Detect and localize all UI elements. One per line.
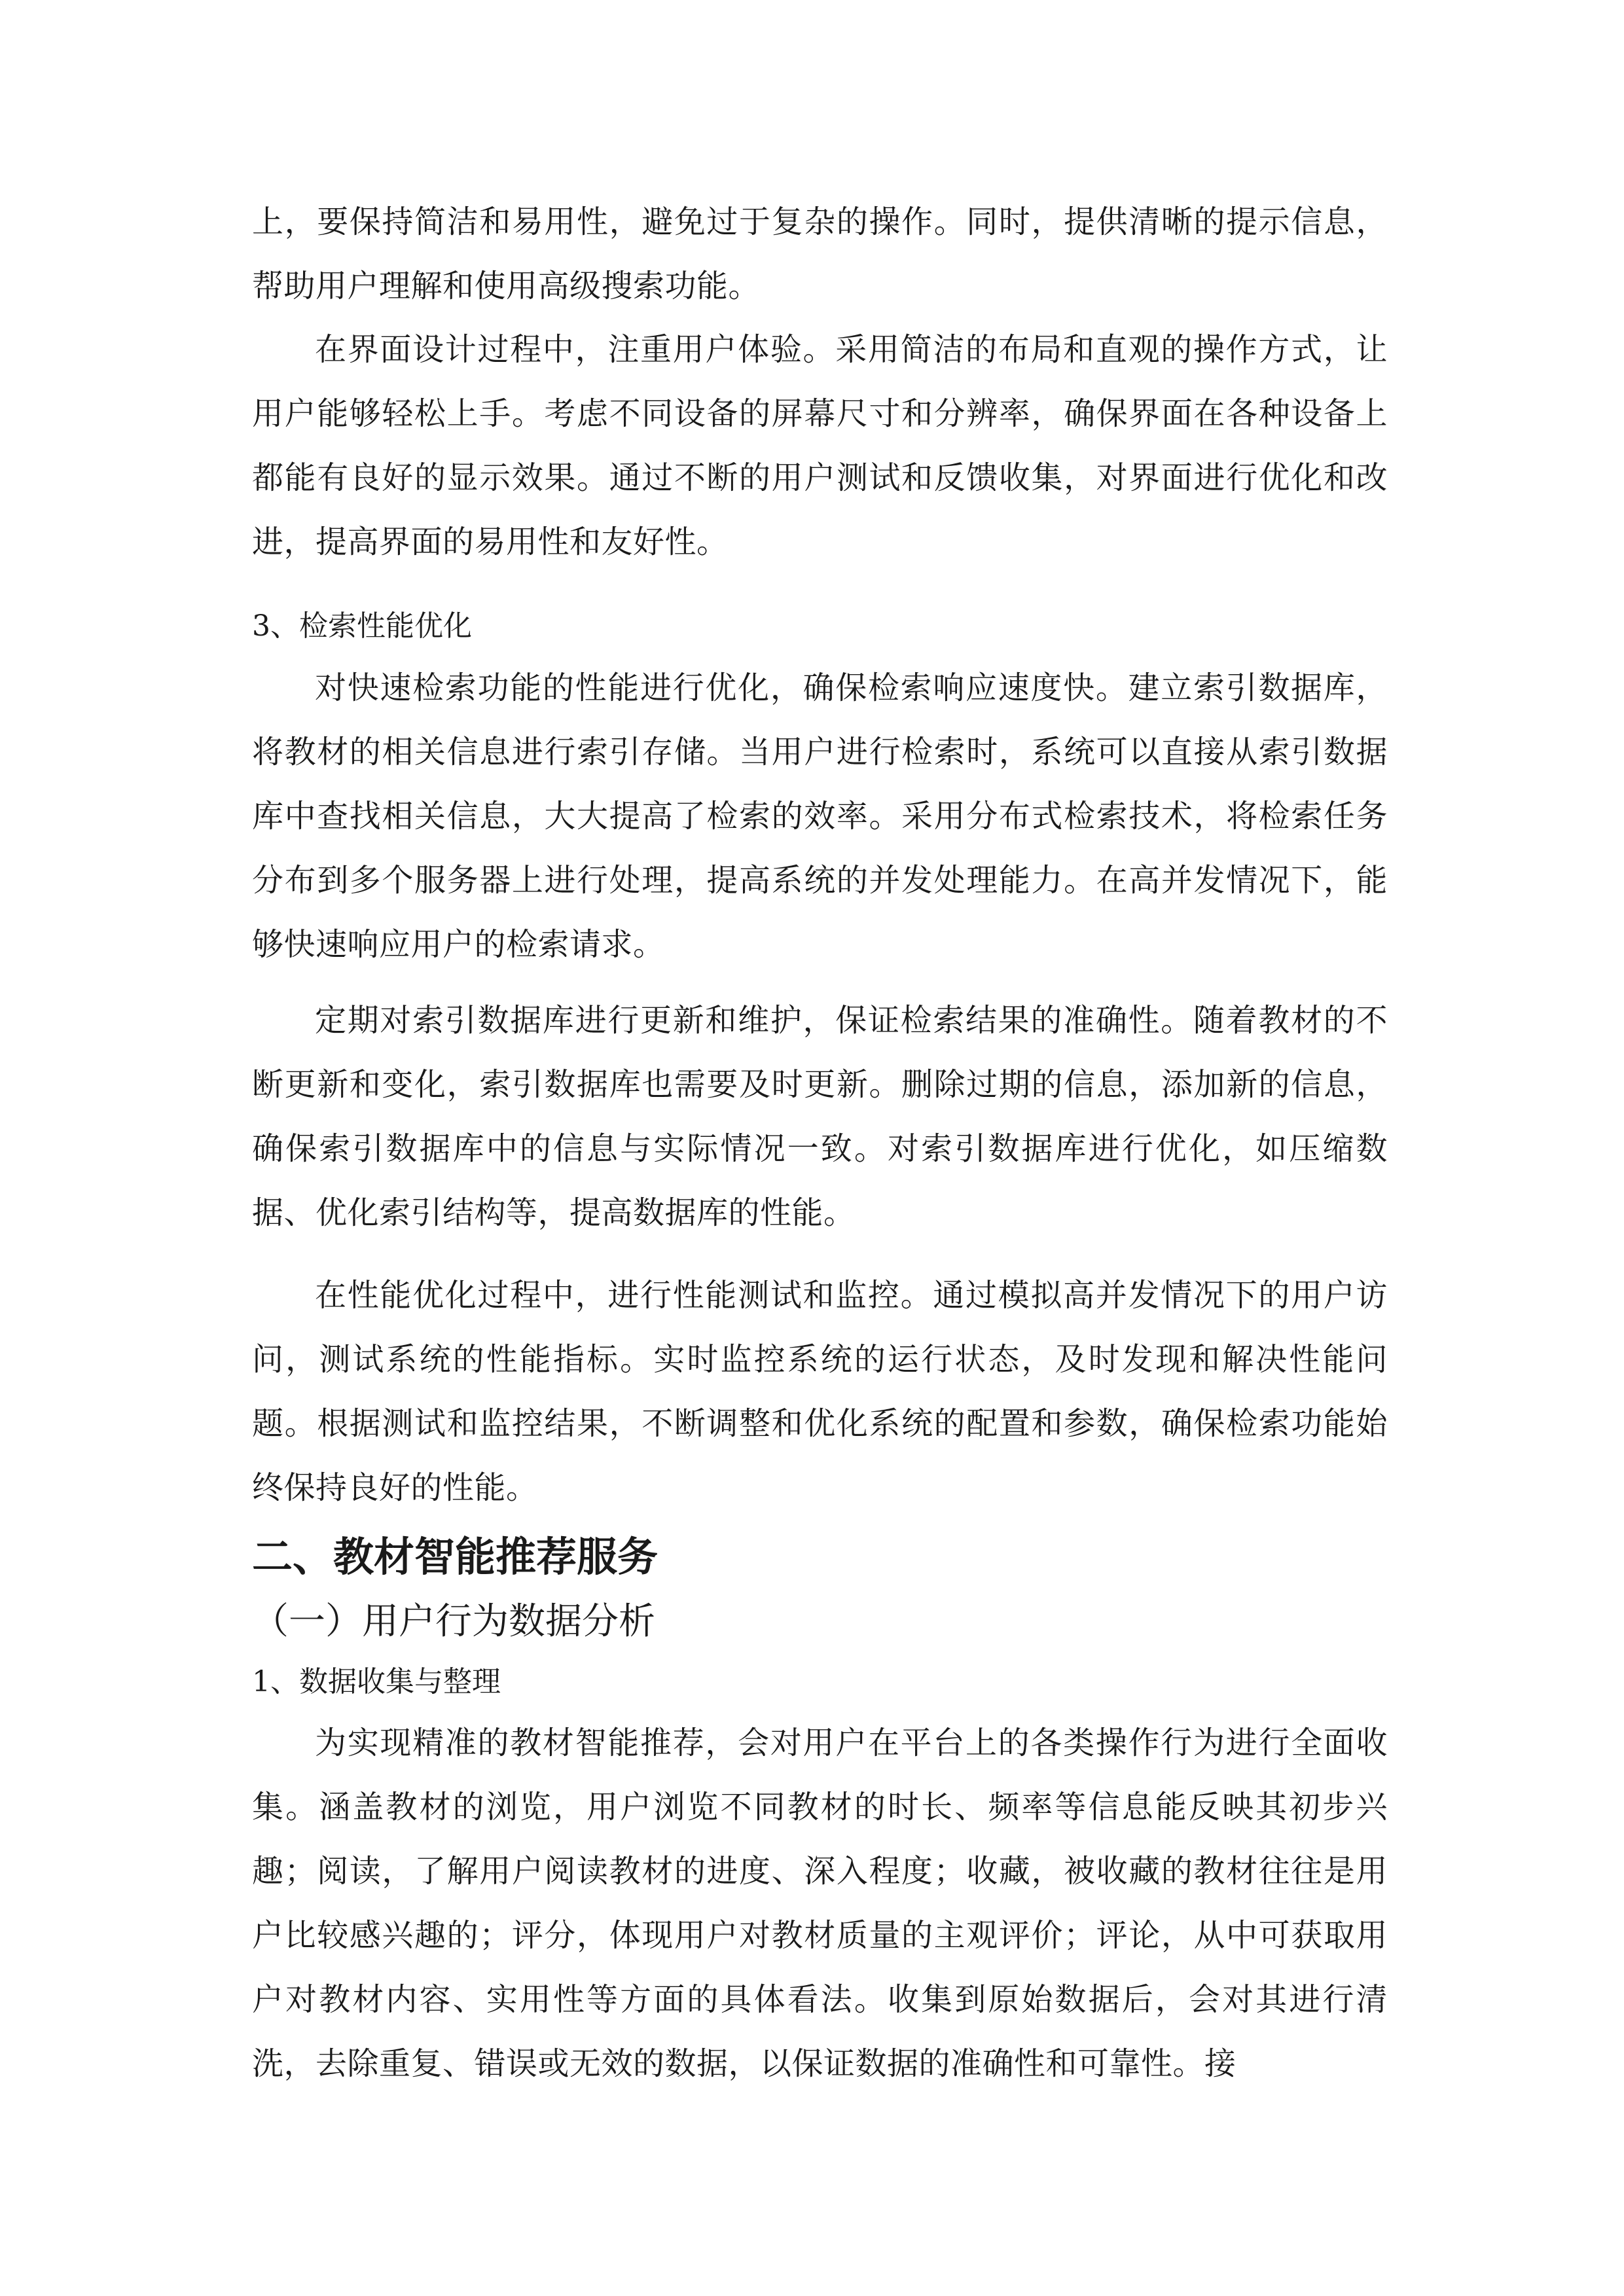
paragraph-continuation: 上，要保持简洁和易用性，避免过于复杂的操作。同时，提供清晰的提示信息，帮助用户理解和使用高级搜索功能。 [252, 204, 1388, 304]
paragraph-search-optimization: 对快速检索功能的性能进行优化，确保检索响应速度快。建立索引数据库，将教材的相关信息进行索引存储。当用户进行检索时，系统可以直接从索引数据库中查找相关信息，大大提高了检索的效率。采用分布式检索技术，将检索任务分布到多个服务器上进行处理，提高系统的并发处理能力。在高并发情况下，能够快速响应用户的检索请求。 [252, 670, 1388, 963]
paragraph-performance-testing: 在性能优化过程中，进行性能测试和监控。通过模拟高并发情况下的用户访问，测试系统的性能指标。实时监控系统的运行状态，及时发现和解决性能问题。根据测试和监控结果，不断调整和优化系统的配置和参数，确保检索功能始终保持良好的性能。 [252, 1277, 1388, 1506]
section-title: 二、教材智能推荐服务 [252, 1533, 659, 1581]
paragraph-data-collection: 为实现精准的教材智能推荐，会对用户在平台上的各类操作行为进行全面收集。涵盖教材的浏览，用户浏览不同教材的时长、频率等信息能反映其初步兴趣；阅读，了解用户阅读教材的进度、深入程度；收藏，被收藏的教材往往是用户比较感兴趣的；评分，体现用户对教材质量的主观评价；评论，从中可获取用户对教材内容、实用性等方面的具体看法。收集到原始数据后，会对其进行清洗，去除重复、错误或无效的数据，以保证数据的准确性和可靠性。接 [252, 1725, 1388, 2082]
paragraph-interface-design: 在界面设计过程中，注重用户体验。采用简洁的布局和直观的操作方式，让用户能够轻松上手。考虑不同设备的屏幕尺寸和分辨率，确保界面在各种设备上都能有良好的显示效果。通过不断的用户测试和反馈收集，对界面进行优化和改进，提高界面的易用性和友好性。 [252, 331, 1388, 560]
heading-search-performance: 3、检索性能优化 [252, 609, 472, 643]
heading-data-collection: 1、数据收集与整理 [252, 1665, 501, 1698]
paragraph-index-maintenance: 定期对索引数据库进行更新和维护，保证检索结果的准确性。随着教材的不断更新和变化，索引数据库也需要及时更新。删除过期的信息，添加新的信息，确保索引数据库中的信息与实际情况一致。对索引数据库进行优化，如压缩数据、优化索引结构等，提高数据库的性能。 [252, 1002, 1388, 1231]
subsection-title: （一）用户行为数据分析 [252, 1600, 655, 1643]
